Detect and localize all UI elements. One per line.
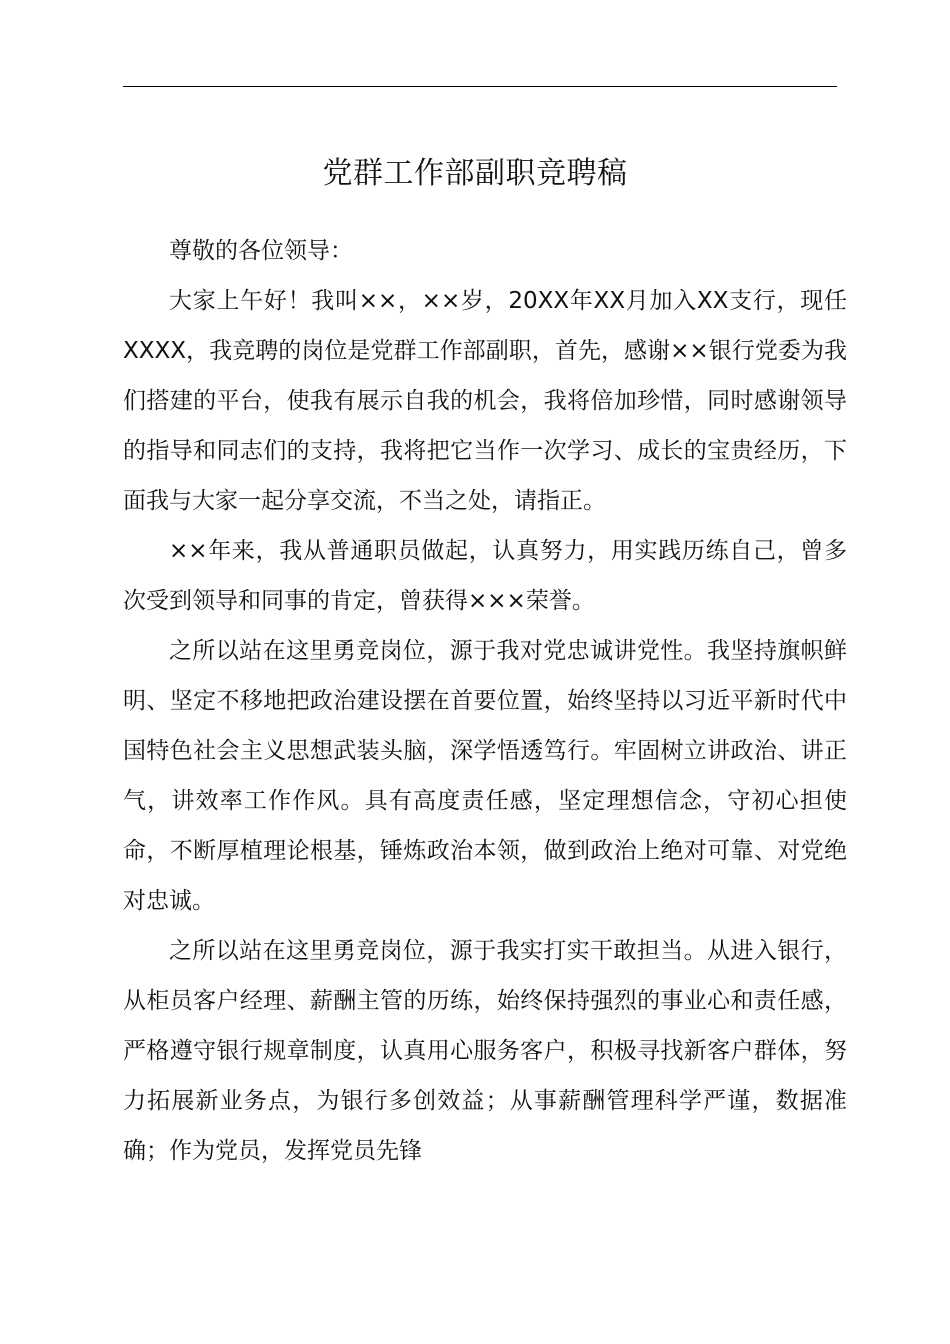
paragraph-responsibility: 之所以站在这里勇竞岗位，源于我实打实干敢担当。从进入银行，从柜员客户经理、薪酬主管的历练，始终保持强烈的事业心和责任感，严格遵守银行规章制度，认真用心服务客户，积极寻找新客户群体，努力拓展新业务点，为银行多创效益；从事薪酬管理科学严谨，数据准确；作为党员，发挥党员先锋 — [123, 938, 847, 1164]
document-body — [123, 226, 847, 1176]
salutation: 尊敬的各位领导： — [169, 238, 353, 264]
paragraph-intro: 大家上午好！我叫××，××岁，20XX年XX月加入XX支行，现任XXXX，我竞聘的岗位是党群工作部副职，首先，感谢××银行党委为我们搭建的平台，使我有展示自我的机会，我将倍加珍惜，同时感谢领导的指导和同志们的支持，我将把它当作一次学习、成长的宝贵经历，下面我与大家一起分享交流，不当之处，请指正。 — [123, 288, 847, 514]
paragraph-loyalty: 之所以站在这里勇竞岗位，源于我对党忠诚讲党性。我坚持旗帜鲜明、坚定不移地把政治建设摆在首要位置，始终坚持以习近平新时代中国特色社会主义思想武装头脑，深学悟透笃行。牢固树立讲政治、讲正气，讲效率工作作风。具有高度责任感，坚定理想信念，守初心担使命，不断厚植理论根基，锤炼政治本领，做到政治上绝对可靠、对党绝对忠诚。 — [123, 638, 847, 914]
document-title: 党群工作部副职竞聘稿 — [322, 156, 628, 191]
paragraph-experience: ××年来，我从普通职员做起，认真努力，用实践历练自己，曾多次受到领导和同事的肯定，曾获得×××荣誉。 — [123, 538, 847, 614]
header-rule — [123, 86, 837, 87]
